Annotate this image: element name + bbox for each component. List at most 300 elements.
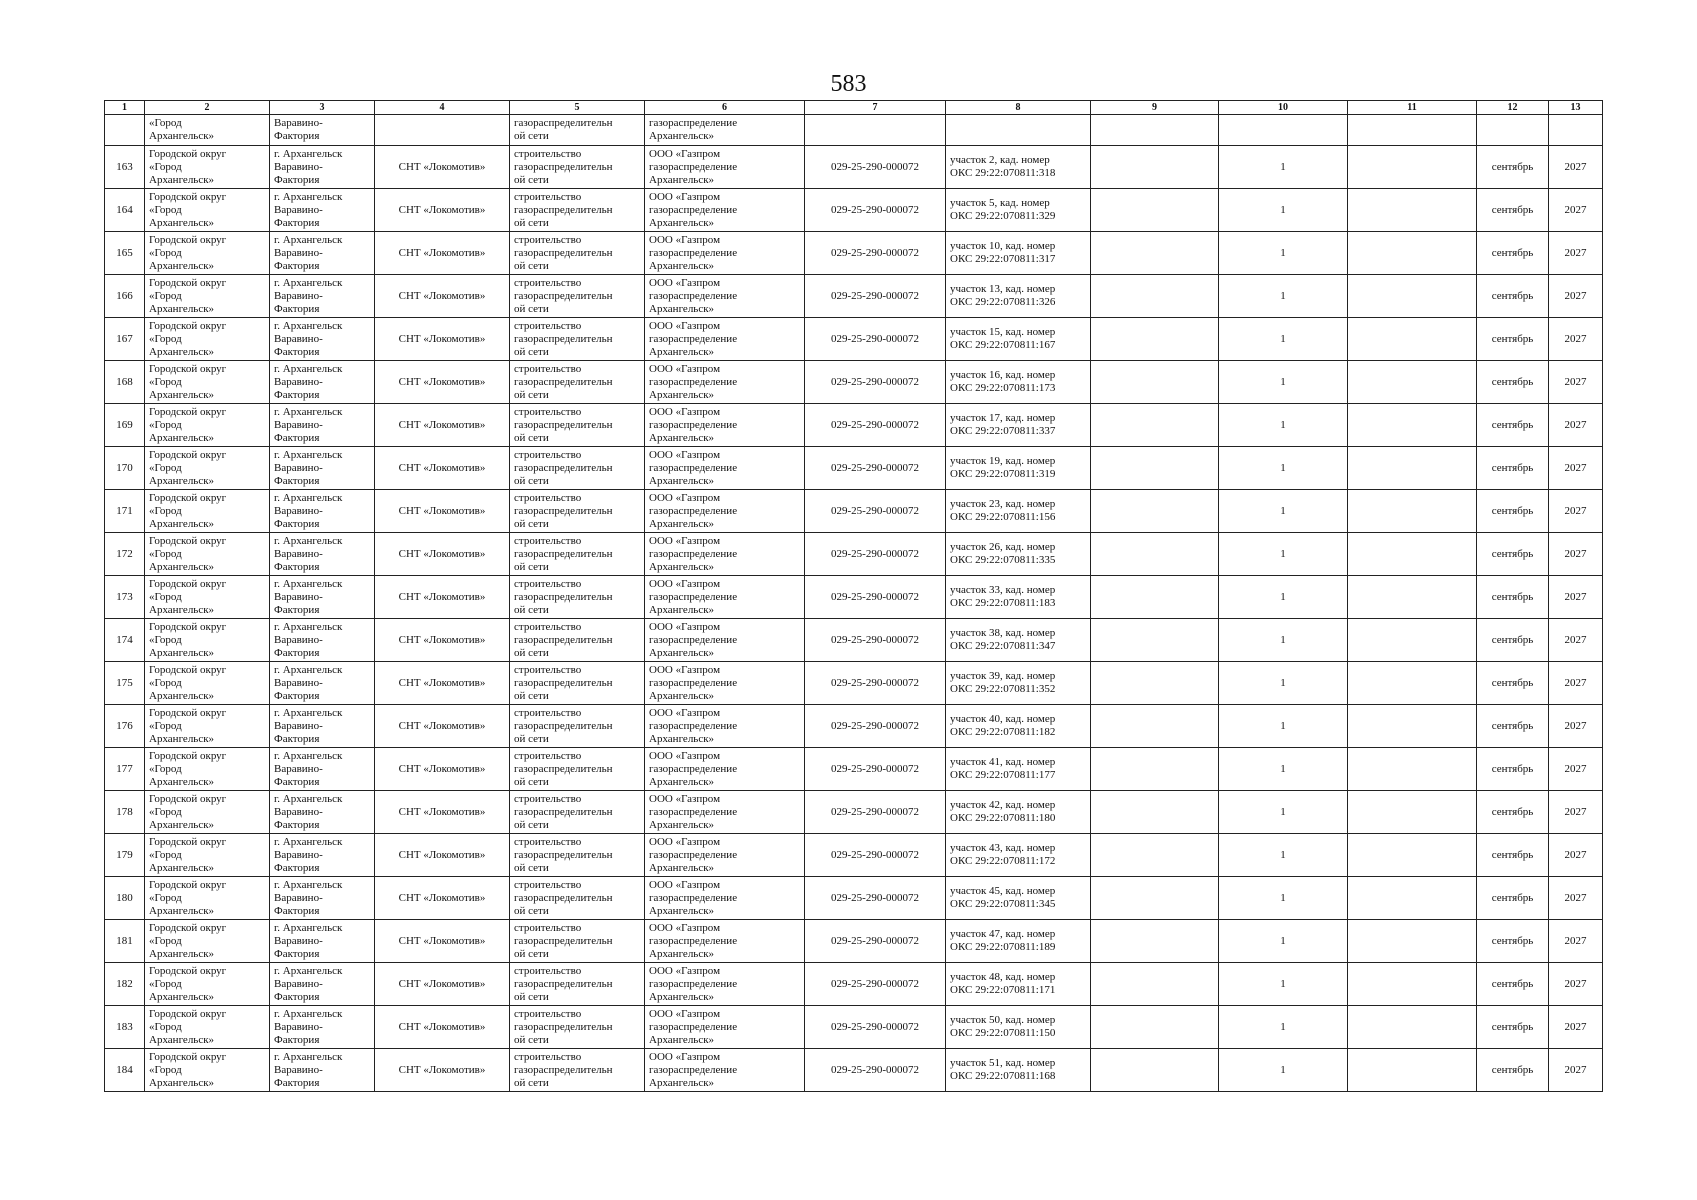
cell-col9 bbox=[1091, 318, 1219, 361]
cell-code: 029-25-290-000072 bbox=[805, 318, 946, 361]
cell-settlement: СНТ «Локомотив» bbox=[375, 705, 510, 748]
cell-plot-line: участок 10, кад. номер bbox=[950, 240, 1056, 252]
cell-month: сентябрь bbox=[1477, 189, 1549, 232]
cell-organization-line: газораспределение bbox=[649, 934, 738, 947]
cell-plot-line: участок 13, кад. номер bbox=[950, 283, 1056, 295]
cell-organization bbox=[645, 748, 805, 791]
cell-plot bbox=[946, 232, 1091, 275]
cell-plot bbox=[946, 662, 1091, 705]
cell-locality-line: г. Архангельск bbox=[274, 362, 343, 375]
cell-work bbox=[510, 533, 645, 576]
cell-plot-line: участок 45, кад. номер bbox=[950, 885, 1056, 897]
cell-work bbox=[510, 361, 645, 404]
cell-work-line: газораспределительн bbox=[514, 418, 613, 431]
column-header-13: 13 bbox=[1549, 101, 1603, 115]
cell-code: 029-25-290-000072 bbox=[805, 877, 946, 920]
cell-work-line: ой сети bbox=[514, 732, 549, 745]
cell-work bbox=[510, 115, 645, 146]
cell-district-line: Городской округ bbox=[149, 706, 227, 719]
cell-work bbox=[510, 576, 645, 619]
cell-year: 2027 bbox=[1549, 146, 1603, 189]
cell-locality-line: Фактория bbox=[274, 818, 320, 831]
cell-plot bbox=[946, 404, 1091, 447]
cell-work-line: ой сети bbox=[514, 1076, 549, 1089]
cell-col9 bbox=[1091, 920, 1219, 963]
cell-col11 bbox=[1348, 576, 1477, 619]
cell-work-line: строительство bbox=[514, 577, 582, 590]
cell-organization bbox=[645, 834, 805, 877]
cell-locality bbox=[270, 748, 375, 791]
cell-work-line: газораспределительн bbox=[514, 246, 613, 259]
cell-year: 2027 bbox=[1549, 834, 1603, 877]
cell-locality bbox=[270, 361, 375, 404]
cell-work-line: ой сети bbox=[514, 689, 549, 702]
cell-organization-line: газораспределение bbox=[649, 547, 738, 560]
cell-locality-line: Варавино- bbox=[274, 762, 323, 775]
table-row bbox=[105, 1049, 1603, 1092]
cell-plot bbox=[946, 1006, 1091, 1049]
cell-district-line: Городской округ bbox=[149, 835, 227, 848]
cell-number: 172 bbox=[105, 533, 145, 576]
cell-col9 bbox=[1091, 1049, 1219, 1092]
cell-month: сентябрь bbox=[1477, 275, 1549, 318]
cell-district-line: «Город bbox=[149, 676, 182, 689]
cell-locality-line: Варавино- bbox=[274, 547, 323, 560]
cell-plot-line: участок 26, кад. номер bbox=[950, 541, 1056, 553]
cell-district-line: «Город bbox=[149, 805, 182, 818]
cell-locality-line: г. Архангельск bbox=[274, 1007, 343, 1020]
cell-work-line: газораспределительн bbox=[514, 1020, 613, 1033]
cell-year: 2027 bbox=[1549, 1049, 1603, 1092]
cell-locality-line: Варавино- bbox=[274, 332, 323, 345]
cell-work-line: газораспределительн bbox=[514, 719, 613, 732]
cell-organization-line: ООО «Газпром bbox=[649, 319, 721, 332]
cell-year: 2027 bbox=[1549, 920, 1603, 963]
cell-number: 177 bbox=[105, 748, 145, 791]
cell-year: 2027 bbox=[1549, 404, 1603, 447]
cell-organization-line: ООО «Газпром bbox=[649, 276, 721, 289]
cell-code: 029-25-290-000072 bbox=[805, 1049, 946, 1092]
cell-organization-line: газораспределение bbox=[649, 848, 738, 861]
cell-year: 2027 bbox=[1549, 748, 1603, 791]
cell-district-line: «Город bbox=[149, 246, 182, 259]
cell-plot bbox=[946, 834, 1091, 877]
cell-work bbox=[510, 791, 645, 834]
cell-locality-line: Варавино- bbox=[274, 289, 323, 302]
cell-locality-line: Варавино- bbox=[274, 805, 323, 818]
cell-district bbox=[145, 1006, 270, 1049]
cell-locality-line: Фактория bbox=[274, 1076, 320, 1089]
cell-settlement: СНТ «Локомотив» bbox=[375, 1006, 510, 1049]
table-row bbox=[105, 361, 1603, 404]
cell-work-line: ой сети bbox=[514, 775, 549, 788]
cell-district-line: Архангельск» bbox=[149, 732, 215, 745]
cell-locality bbox=[270, 115, 375, 146]
cell-work-line: газораспределительн bbox=[514, 977, 613, 990]
cell-organization bbox=[645, 1006, 805, 1049]
cell-organization bbox=[645, 963, 805, 1006]
cell-month: сентябрь bbox=[1477, 576, 1549, 619]
cell-col11 bbox=[1348, 705, 1477, 748]
cell-work-line: строительство bbox=[514, 233, 582, 246]
cell-locality bbox=[270, 318, 375, 361]
cell-col11 bbox=[1348, 619, 1477, 662]
cell-locality-line: Фактория bbox=[274, 947, 320, 960]
table-row bbox=[105, 1006, 1603, 1049]
cell-plot-line: ОКС 29:22:070811:156 bbox=[950, 511, 1056, 523]
cell-number: 182 bbox=[105, 963, 145, 1006]
cell-plot-line: участок 47, кад. номер bbox=[950, 928, 1056, 940]
header-row bbox=[105, 101, 1603, 115]
cell-work bbox=[510, 877, 645, 920]
cell-district-line: «Город bbox=[149, 203, 182, 216]
cell-col9 bbox=[1091, 619, 1219, 662]
cell-work-line: газораспределительн bbox=[514, 590, 613, 603]
cell-plot-line: ОКС 29:22:070811:326 bbox=[950, 296, 1056, 308]
cell-month: сентябрь bbox=[1477, 963, 1549, 1006]
cell-district bbox=[145, 115, 270, 146]
cell-district-line: Городской округ bbox=[149, 663, 227, 676]
cell-plot bbox=[946, 146, 1091, 189]
cell-month: сентябрь bbox=[1477, 361, 1549, 404]
cell-district-line: Архангельск» bbox=[149, 646, 215, 659]
cell-number bbox=[105, 115, 145, 146]
cell-locality-line: Фактория bbox=[274, 345, 320, 358]
cell-organization-line: Архангельск» bbox=[649, 302, 715, 315]
cell-work-line: газораспределительн bbox=[514, 117, 613, 129]
cell-settlement: СНТ «Локомотив» bbox=[375, 490, 510, 533]
cell-quantity: 1 bbox=[1219, 533, 1348, 576]
cell-col9 bbox=[1091, 705, 1219, 748]
cell-district-line: Архангельск» bbox=[149, 345, 215, 358]
cell-col9 bbox=[1091, 232, 1219, 275]
cell-work-line: газораспределительн bbox=[514, 332, 613, 345]
cell-quantity: 1 bbox=[1219, 447, 1348, 490]
cell-work-line: строительство bbox=[514, 190, 582, 203]
table-row bbox=[105, 189, 1603, 232]
cell-locality-line: Варавино- bbox=[274, 375, 323, 388]
cell-col9 bbox=[1091, 877, 1219, 920]
cell-work-line: строительство bbox=[514, 706, 582, 719]
cell-col9 bbox=[1091, 404, 1219, 447]
cell-quantity: 1 bbox=[1219, 705, 1348, 748]
table-row bbox=[105, 533, 1603, 576]
cell-quantity: 1 bbox=[1219, 1006, 1348, 1049]
cell-organization-line: газораспределение bbox=[649, 117, 738, 129]
column-header-1: 1 bbox=[105, 101, 145, 115]
cell-plot-line: участок 15, кад. номер bbox=[950, 326, 1056, 338]
cell-organization-line: ООО «Газпром bbox=[649, 1007, 721, 1020]
cell-locality-line: Фактория bbox=[274, 259, 320, 272]
cell-organization-line: Архангельск» bbox=[649, 1033, 715, 1046]
cell-number: 163 bbox=[105, 146, 145, 189]
cell-locality-line: Фактория bbox=[274, 990, 320, 1003]
cell-year bbox=[1549, 115, 1603, 146]
cell-work-line: строительство bbox=[514, 1050, 582, 1063]
cell-district-line: Городской округ bbox=[149, 921, 227, 934]
cell-col11 bbox=[1348, 318, 1477, 361]
cell-organization-line: ООО «Газпром bbox=[649, 491, 721, 504]
cell-district-line: Городской округ bbox=[149, 878, 227, 891]
cell-work-line: ой сети bbox=[514, 431, 549, 444]
column-header-2: 2 bbox=[145, 101, 270, 115]
cell-locality-line: Фактория bbox=[274, 517, 320, 530]
cell-plot bbox=[946, 115, 1091, 146]
cell-year: 2027 bbox=[1549, 791, 1603, 834]
cell-quantity: 1 bbox=[1219, 877, 1348, 920]
cell-plot-line: ОКС 29:22:070811:317 bbox=[950, 253, 1056, 265]
cell-district bbox=[145, 490, 270, 533]
cell-quantity: 1 bbox=[1219, 963, 1348, 1006]
cell-work-line: газораспределительн bbox=[514, 547, 613, 560]
cell-district-line: Городской округ bbox=[149, 276, 227, 289]
cell-settlement: СНТ «Локомотив» bbox=[375, 877, 510, 920]
cell-organization-line: ООО «Газпром bbox=[649, 362, 721, 375]
cell-year: 2027 bbox=[1549, 447, 1603, 490]
cell-plot bbox=[946, 361, 1091, 404]
cell-year: 2027 bbox=[1549, 232, 1603, 275]
cell-locality-line: г. Архангельск bbox=[274, 620, 343, 633]
cell-work-line: газораспределительн bbox=[514, 676, 613, 689]
cell-plot bbox=[946, 1049, 1091, 1092]
cell-col9 bbox=[1091, 748, 1219, 791]
cell-district-line: «Город bbox=[149, 762, 182, 775]
cell-plot-line: ОКС 29:22:070811:319 bbox=[950, 468, 1056, 480]
cell-district-line: «Город bbox=[149, 1063, 182, 1076]
cell-col9 bbox=[1091, 490, 1219, 533]
cell-organization-line: Архангельск» bbox=[649, 603, 715, 616]
cell-quantity: 1 bbox=[1219, 920, 1348, 963]
cell-number: 179 bbox=[105, 834, 145, 877]
cell-work-line: ой сети bbox=[514, 818, 549, 831]
column-header-3: 3 bbox=[270, 101, 375, 115]
cell-organization-line: Архангельск» bbox=[649, 775, 715, 788]
cell-code: 029-25-290-000072 bbox=[805, 490, 946, 533]
cell-col9 bbox=[1091, 533, 1219, 576]
cell-month: сентябрь bbox=[1477, 490, 1549, 533]
table-row bbox=[105, 447, 1603, 490]
cell-organization bbox=[645, 705, 805, 748]
cell-work-line: строительство bbox=[514, 276, 582, 289]
cell-organization-line: Архангельск» bbox=[649, 130, 715, 142]
cell-month: сентябрь bbox=[1477, 705, 1549, 748]
cell-district-line: Городской округ bbox=[149, 620, 227, 633]
cell-locality-line: г. Архангельск bbox=[274, 233, 343, 246]
cell-organization-line: ООО «Газпром bbox=[649, 448, 721, 461]
cell-work bbox=[510, 834, 645, 877]
cell-month: сентябрь bbox=[1477, 146, 1549, 189]
cell-organization bbox=[645, 791, 805, 834]
cell-organization bbox=[645, 146, 805, 189]
cell-locality bbox=[270, 576, 375, 619]
cell-district-line: Городской округ bbox=[149, 749, 227, 762]
cell-quantity: 1 bbox=[1219, 146, 1348, 189]
cell-organization-line: газораспределение bbox=[649, 332, 738, 345]
cell-code: 029-25-290-000072 bbox=[805, 619, 946, 662]
cell-organization-line: ООО «Газпром bbox=[649, 749, 721, 762]
cell-plot bbox=[946, 920, 1091, 963]
cell-settlement: СНТ «Локомотив» bbox=[375, 576, 510, 619]
cell-organization-line: газораспределение bbox=[649, 504, 738, 517]
cell-plot-line: участок 50, кад. номер bbox=[950, 1014, 1056, 1026]
cell-work-line: ой сети bbox=[514, 947, 549, 960]
cell-organization-line: газораспределение bbox=[649, 590, 738, 603]
column-header-5: 5 bbox=[510, 101, 645, 115]
cell-locality-line: Варавино- bbox=[274, 934, 323, 947]
cell-number: 176 bbox=[105, 705, 145, 748]
cell-district-line: Архангельск» bbox=[149, 216, 215, 229]
cell-locality bbox=[270, 877, 375, 920]
cell-locality-line: Фактория bbox=[274, 474, 320, 487]
cell-organization-line: ООО «Газпром bbox=[649, 878, 721, 891]
cell-number: 167 bbox=[105, 318, 145, 361]
column-header-7: 7 bbox=[805, 101, 946, 115]
cell-district-line: Архангельск» bbox=[149, 388, 215, 401]
cell-year: 2027 bbox=[1549, 533, 1603, 576]
cell-locality-line: Варавино- bbox=[274, 848, 323, 861]
cell-month: сентябрь bbox=[1477, 318, 1549, 361]
cell-work-line: газораспределительн bbox=[514, 504, 613, 517]
cell-quantity: 1 bbox=[1219, 189, 1348, 232]
cell-organization-line: Архангельск» bbox=[649, 173, 715, 186]
cell-locality bbox=[270, 490, 375, 533]
cell-col11 bbox=[1348, 834, 1477, 877]
cell-number: 169 bbox=[105, 404, 145, 447]
cell-organization-line: Архангельск» bbox=[649, 947, 715, 960]
table-row bbox=[105, 748, 1603, 791]
cell-work-line: строительство bbox=[514, 1007, 582, 1020]
cell-year: 2027 bbox=[1549, 490, 1603, 533]
cell-plot-line: ОКС 29:22:070811:168 bbox=[950, 1070, 1056, 1082]
cell-plot-line: ОКС 29:22:070811:352 bbox=[950, 683, 1056, 695]
cell-locality-line: г. Архангельск bbox=[274, 319, 343, 332]
cell-locality-line: г. Архангельск bbox=[274, 921, 343, 934]
cell-district-line: «Город bbox=[149, 504, 182, 517]
cell-col11 bbox=[1348, 1049, 1477, 1092]
cell-district-line: «Город bbox=[149, 934, 182, 947]
cell-organization bbox=[645, 920, 805, 963]
cell-plot bbox=[946, 748, 1091, 791]
cell-district-line: «Город bbox=[149, 590, 182, 603]
register-table bbox=[104, 100, 1603, 1092]
cell-settlement: СНТ «Локомотив» bbox=[375, 275, 510, 318]
cell-locality-line: Варавино- bbox=[274, 418, 323, 431]
cell-number: 166 bbox=[105, 275, 145, 318]
cell-quantity bbox=[1219, 115, 1348, 146]
table-row bbox=[105, 963, 1603, 1006]
cell-year: 2027 bbox=[1549, 662, 1603, 705]
cell-plot-line: участок 43, кад. номер bbox=[950, 842, 1056, 854]
cell-district-line: Архангельск» bbox=[149, 259, 215, 272]
cell-plot-line: ОКС 29:22:070811:183 bbox=[950, 597, 1056, 609]
cell-organization-line: газораспределение bbox=[649, 719, 738, 732]
cell-locality-line: Фактория bbox=[274, 216, 320, 229]
cell-month: сентябрь bbox=[1477, 748, 1549, 791]
cell-locality bbox=[270, 619, 375, 662]
cell-quantity: 1 bbox=[1219, 232, 1348, 275]
cell-district bbox=[145, 146, 270, 189]
cell-code: 029-25-290-000072 bbox=[805, 576, 946, 619]
cell-col11 bbox=[1348, 662, 1477, 705]
cell-organization-line: ООО «Газпром bbox=[649, 577, 721, 590]
cell-code: 029-25-290-000072 bbox=[805, 404, 946, 447]
cell-work-line: ой сети bbox=[514, 904, 549, 917]
cell-organization bbox=[645, 232, 805, 275]
cell-district-line: «Город bbox=[149, 1020, 182, 1033]
cell-locality-line: г. Архангельск bbox=[274, 964, 343, 977]
cell-locality-line: Фактория bbox=[274, 861, 320, 874]
cell-month: сентябрь bbox=[1477, 920, 1549, 963]
table-row bbox=[105, 920, 1603, 963]
cell-work bbox=[510, 490, 645, 533]
cell-month bbox=[1477, 115, 1549, 146]
cell-work-line: строительство bbox=[514, 964, 582, 977]
cell-work-line: газораспределительн bbox=[514, 461, 613, 474]
cell-locality-line: Фактория bbox=[274, 560, 320, 573]
cell-quantity: 1 bbox=[1219, 275, 1348, 318]
cell-organization bbox=[645, 490, 805, 533]
cell-organization bbox=[645, 533, 805, 576]
cell-locality-line: Варавино- bbox=[274, 504, 323, 517]
cell-organization-line: газораспределение bbox=[649, 891, 738, 904]
cell-number: 184 bbox=[105, 1049, 145, 1092]
cell-district-line: Архангельск» bbox=[149, 560, 215, 573]
cell-locality bbox=[270, 232, 375, 275]
cell-work-line: газораспределительн bbox=[514, 891, 613, 904]
cell-organization-line: газораспределение bbox=[649, 1063, 738, 1076]
cell-district-line: «Город bbox=[149, 117, 182, 129]
cell-district-line: Городской округ bbox=[149, 1007, 227, 1020]
cell-district bbox=[145, 361, 270, 404]
cell-district-line: «Город bbox=[149, 977, 182, 990]
cell-organization bbox=[645, 404, 805, 447]
cell-organization-line: Архангельск» bbox=[649, 517, 715, 530]
cell-quantity: 1 bbox=[1219, 791, 1348, 834]
cell-work-line: строительство bbox=[514, 491, 582, 504]
cell-col9 bbox=[1091, 361, 1219, 404]
cell-quantity: 1 bbox=[1219, 318, 1348, 361]
cell-month: сентябрь bbox=[1477, 533, 1549, 576]
cell-locality-line: Варавино- bbox=[274, 160, 323, 173]
cell-code: 029-25-290-000072 bbox=[805, 834, 946, 877]
cell-plot-line: участок 40, кад. номер bbox=[950, 713, 1056, 725]
cell-number: 180 bbox=[105, 877, 145, 920]
cell-organization bbox=[645, 447, 805, 490]
cell-locality-line: Варавино- bbox=[274, 203, 323, 216]
cell-district-line: Архангельск» bbox=[149, 603, 215, 616]
cell-locality bbox=[270, 1049, 375, 1092]
cell-col11 bbox=[1348, 533, 1477, 576]
cell-organization-line: Архангельск» bbox=[649, 259, 715, 272]
cell-work bbox=[510, 963, 645, 1006]
cell-col11 bbox=[1348, 115, 1477, 146]
cell-code: 029-25-290-000072 bbox=[805, 963, 946, 1006]
cell-organization-line: Архангельск» bbox=[649, 861, 715, 874]
cell-locality-line: г. Архангельск bbox=[274, 706, 343, 719]
cell-work-line: строительство bbox=[514, 147, 582, 160]
cell-district-line: Городской округ bbox=[149, 147, 227, 160]
cell-work-line: строительство bbox=[514, 663, 582, 676]
cell-organization-line: Архангельск» bbox=[649, 345, 715, 358]
cell-organization-line: Архангельск» bbox=[649, 732, 715, 745]
cell-quantity: 1 bbox=[1219, 361, 1348, 404]
cell-locality-line: Варавино- bbox=[274, 461, 323, 474]
table-row bbox=[105, 705, 1603, 748]
cell-plot bbox=[946, 533, 1091, 576]
column-header-10: 10 bbox=[1219, 101, 1348, 115]
cell-settlement: СНТ «Локомотив» bbox=[375, 834, 510, 877]
cell-plot-line: участок 51, кад. номер bbox=[950, 1057, 1056, 1069]
